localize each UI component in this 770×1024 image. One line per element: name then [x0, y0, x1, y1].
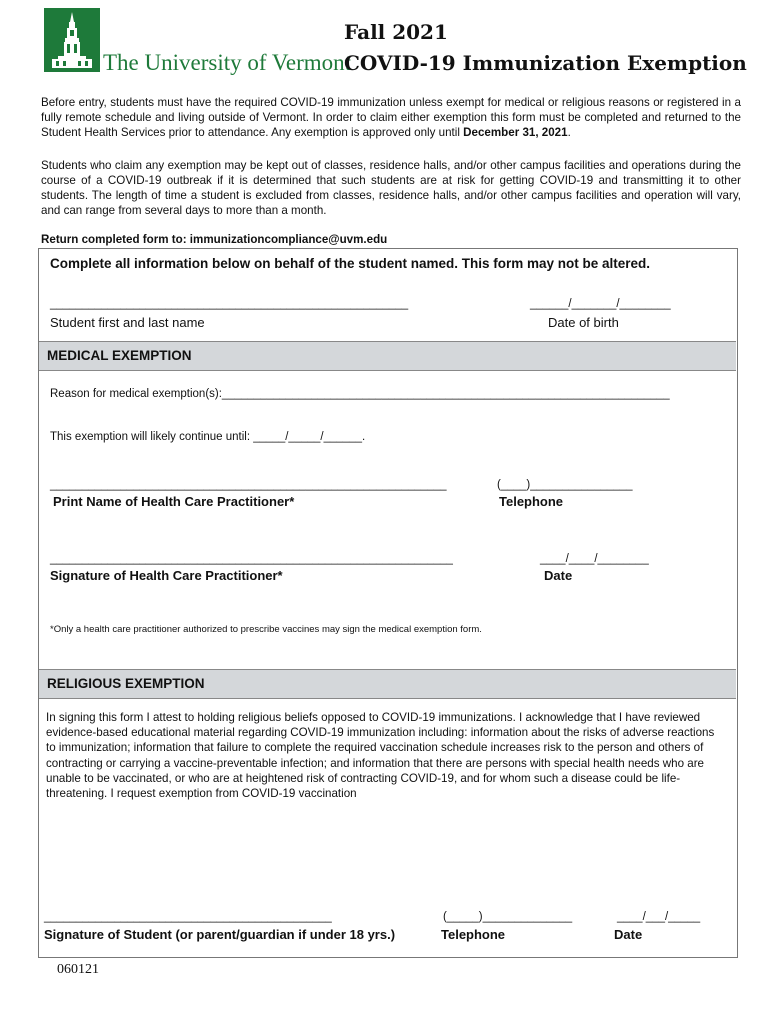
student-name-label: Student first and last name: [50, 315, 205, 330]
form-term: Fall 2021: [344, 20, 448, 44]
uvm-logo-icon: [44, 8, 100, 72]
medical-exemption-title: MEDICAL EXEMPTION: [47, 348, 192, 363]
student-phone-field[interactable]: (_____)______________: [443, 911, 573, 923]
intro-paragraph-1: Before entry, students must have the required COVID-19 immunization unless exempt for medical or religious reasons or registered in a fully remote schedule and living outside of Vermont. In order to claim either exemption this form must be completed and returned to the Student Health Services prior to attendance. Any exemption is approved only until December 31, 2021.: [41, 96, 741, 139]
exemption-continue-until-field[interactable]: This exemption will likely continue until: _____/_____/______.: [50, 431, 366, 443]
form-code: 060121: [57, 962, 99, 977]
form-instruction: Complete all information below on behalf of the student named. This form may not be altered.: [50, 256, 651, 271]
practitioner-signature-label: Signature of Health Care Practitioner*: [50, 568, 283, 583]
practitioner-date-label: Date: [544, 568, 573, 583]
practitioner-phone-field[interactable]: (____)________________: [497, 479, 633, 491]
university-name: The University of Vermont: [103, 50, 352, 75]
practitioner-date-field[interactable]: ____/____/________: [540, 553, 649, 565]
date-of-birth-field[interactable]: ______/_______/________: [530, 298, 671, 310]
student-phone-label: Telephone: [441, 927, 506, 942]
practitioner-name-field[interactable]: ______________________________________________________________: [50, 479, 447, 491]
practitioner-footnote: *Only a health care practitioner authorized to prescribe vaccines may sign the medical exemption form.: [50, 624, 482, 635]
return-instructions: Return completed form to: immunizationcompliance@uvm.edu: [41, 233, 388, 246]
student-signature-field[interactable]: _____________________________________________: [44, 911, 332, 923]
religious-exemption-title: RELIGIOUS EXEMPTION: [47, 676, 205, 691]
religious-statement: In signing this form I attest to holding religious beliefs opposed to COVID-19 immunizations. I acknowledge that I have reviewed evidence-based educational material regarding COVID-19 immunization including: information about the risks of adverse reactions to immunization; information that failure to complete the required vaccination schedule increases risk to the person and others of contracting or carrying a vaccine-preventable infection; and information that there are persons with special health needs who are unable to be vaccinated, or who are at heightened risk of contracting COVID-19, and for whom such a disease could be life-threatening. I request exemption from COVID-19 vaccination: [46, 711, 715, 801]
student-name-field[interactable]: ________________________________________________________: [50, 298, 409, 310]
medical-exemption-header: [39, 341, 736, 371]
practitioner-name-label: Print Name of Health Care Practitioner*: [53, 494, 295, 509]
practitioner-phone-label: Telephone: [499, 494, 564, 509]
religious-exemption-header: [39, 669, 736, 699]
student-date-field[interactable]: ____/___/_____: [617, 911, 701, 923]
page-title: COVID-19 Immunization Exemption: [344, 51, 747, 75]
deadline-date: December 31, 2021: [463, 126, 568, 139]
practitioner-signature-field[interactable]: _______________________________________________________________: [50, 553, 453, 565]
student-signature-label: Signature of Student (or parent/guardian if under 18 yrs.): [44, 927, 396, 942]
student-date-label: Date: [614, 927, 643, 942]
medical-reason-field[interactable]: Reason for medical exemption(s):______________________________________________________________________: [50, 388, 670, 400]
date-of-birth-label: Date of birth: [548, 315, 619, 330]
intro-paragraph-2: Students who claim any exemption may be kept out of classes, residence halls, and/or other campus facilities and operations during the course of a COVID-19 outbreak if it is determined that such students are at risk for getting COVID-19 and transmitting it to other students. The length of time a student is excluded from classes, residence halls, and/or other campus facilities and operation will vary, and can range from several days to more than a month.: [41, 159, 741, 217]
